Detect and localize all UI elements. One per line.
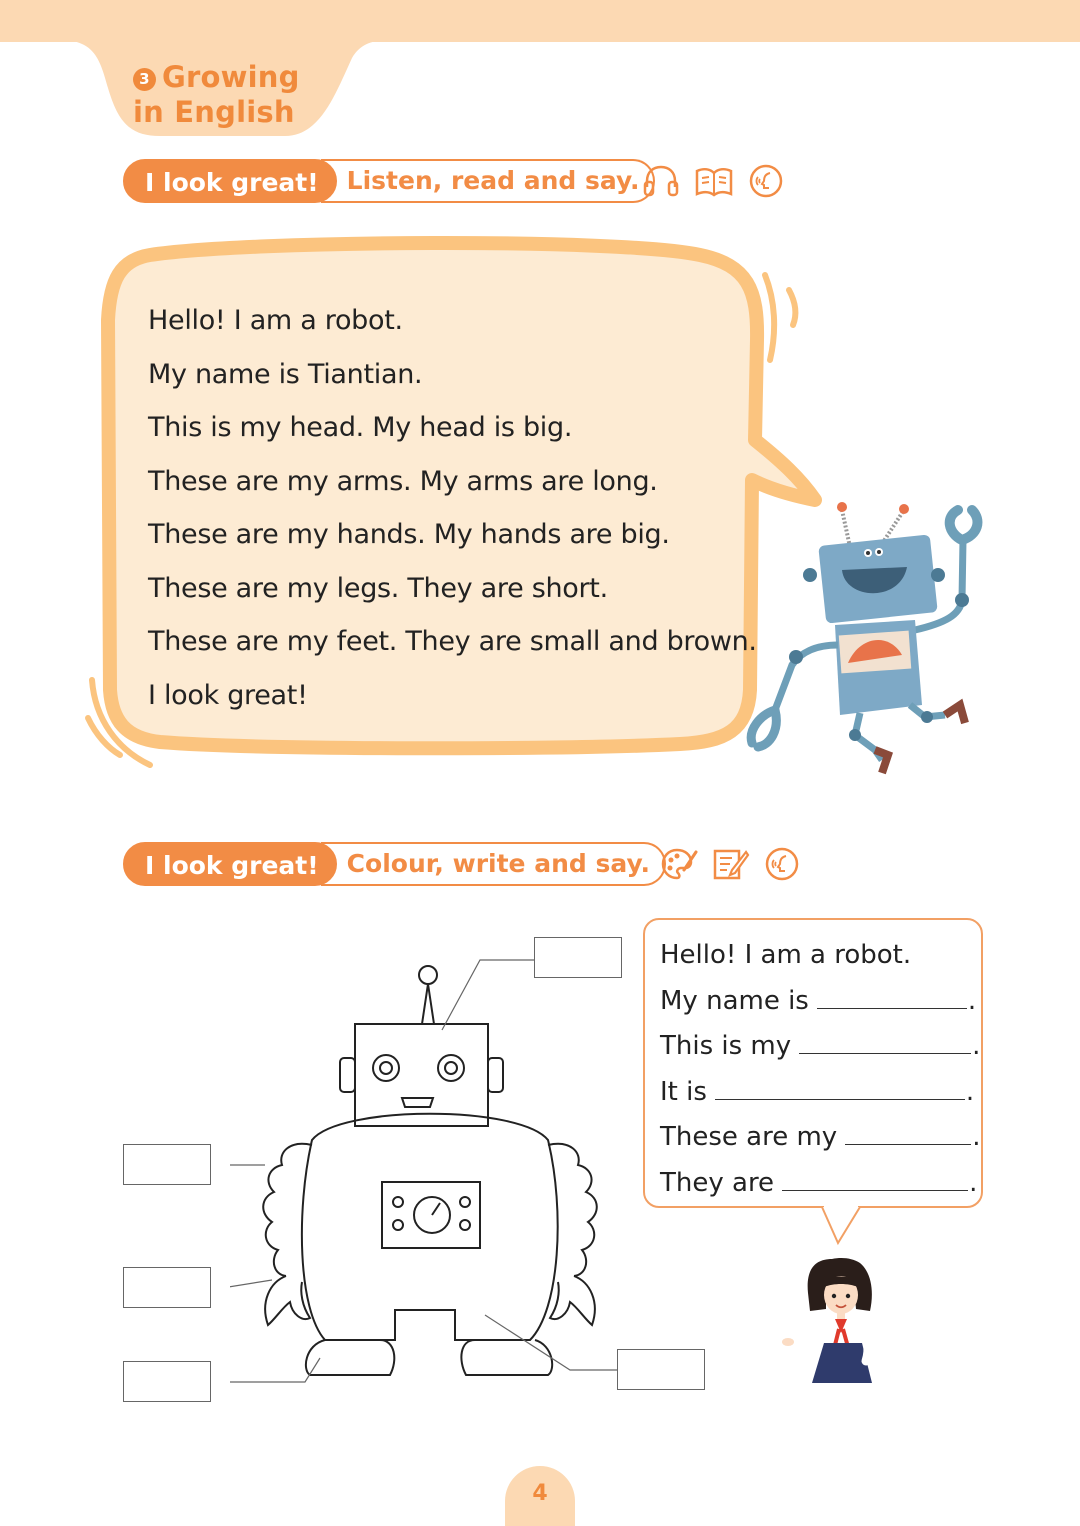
- writing-line: [660, 1115, 980, 1161]
- writing-period: .: [967, 985, 977, 1016]
- writing-period: .: [972, 1122, 981, 1152]
- reading-line: These are my feet. They are small and brown.: [148, 626, 757, 657]
- section1-tag: I look great!: [123, 159, 337, 203]
- writing-line: [660, 1161, 980, 1207]
- writing-line: [660, 979, 980, 1025]
- writing-text: They are: [660, 1167, 775, 1198]
- label-box-arm[interactable]: [123, 1144, 211, 1185]
- write-icon: [712, 846, 750, 882]
- writing-blank[interactable]: [799, 1035, 971, 1054]
- reading-line: My name is Tiantian.: [148, 358, 423, 390]
- speak-icon: [764, 846, 800, 882]
- reading-line: Hello! I am a robot.: [148, 305, 403, 336]
- writing-box-tail: [820, 1205, 870, 1250]
- writing-blank[interactable]: [782, 1172, 968, 1191]
- writing-blank[interactable]: [845, 1126, 971, 1145]
- label-box-leg[interactable]: [617, 1349, 705, 1390]
- writing-period: .: [972, 1031, 981, 1061]
- section1-instruction: Listen, read and say.: [321, 159, 656, 203]
- reading-line: These are my legs. They are short.: [148, 572, 608, 604]
- label-box-hand[interactable]: [123, 1267, 211, 1308]
- label-box-foot[interactable]: [123, 1361, 211, 1402]
- writing-line: [660, 933, 980, 979]
- reading-line: These are my arms. My arms are long.: [148, 465, 658, 497]
- writing-line: [660, 1024, 980, 1070]
- unit-number-badge: 3: [133, 68, 156, 91]
- section2-icons: [660, 846, 800, 882]
- writing-lines: [660, 933, 980, 1206]
- reading-text: [148, 294, 757, 722]
- girl-illustration: [782, 1253, 902, 1388]
- writing-text: These are my: [660, 1122, 838, 1152]
- writing-text: Hello! I am a robot.: [660, 940, 912, 970]
- unit-title-line1: Growing: [162, 60, 300, 94]
- writing-text: This is my: [660, 1031, 792, 1061]
- writing-text: It is: [660, 1076, 707, 1107]
- writing-line: [660, 1070, 980, 1116]
- reading-line: These are my hands. My hands are big.: [148, 519, 670, 550]
- writing-blank[interactable]: [817, 990, 967, 1009]
- page-number: 4: [505, 1466, 575, 1526]
- palette-icon: [660, 846, 698, 882]
- writing-period: .: [965, 1076, 975, 1107]
- reading-line: I look great!: [148, 679, 308, 711]
- section2-tag: I look great!: [123, 842, 337, 886]
- section2-task-bar: [123, 842, 666, 886]
- writing-period: .: [969, 1167, 978, 1198]
- label-box-antenna[interactable]: [534, 937, 622, 978]
- writing-blank[interactable]: [715, 1081, 965, 1100]
- robot-outline-drawing: [230, 930, 650, 1390]
- blue-robot-illustration: [730, 495, 1000, 780]
- section2-instruction: Colour, write and say.: [321, 842, 666, 886]
- reading-line: This is my head. My head is big.: [148, 412, 573, 443]
- unit-title-line2: in English: [133, 95, 295, 129]
- writing-text: My name is: [660, 985, 809, 1016]
